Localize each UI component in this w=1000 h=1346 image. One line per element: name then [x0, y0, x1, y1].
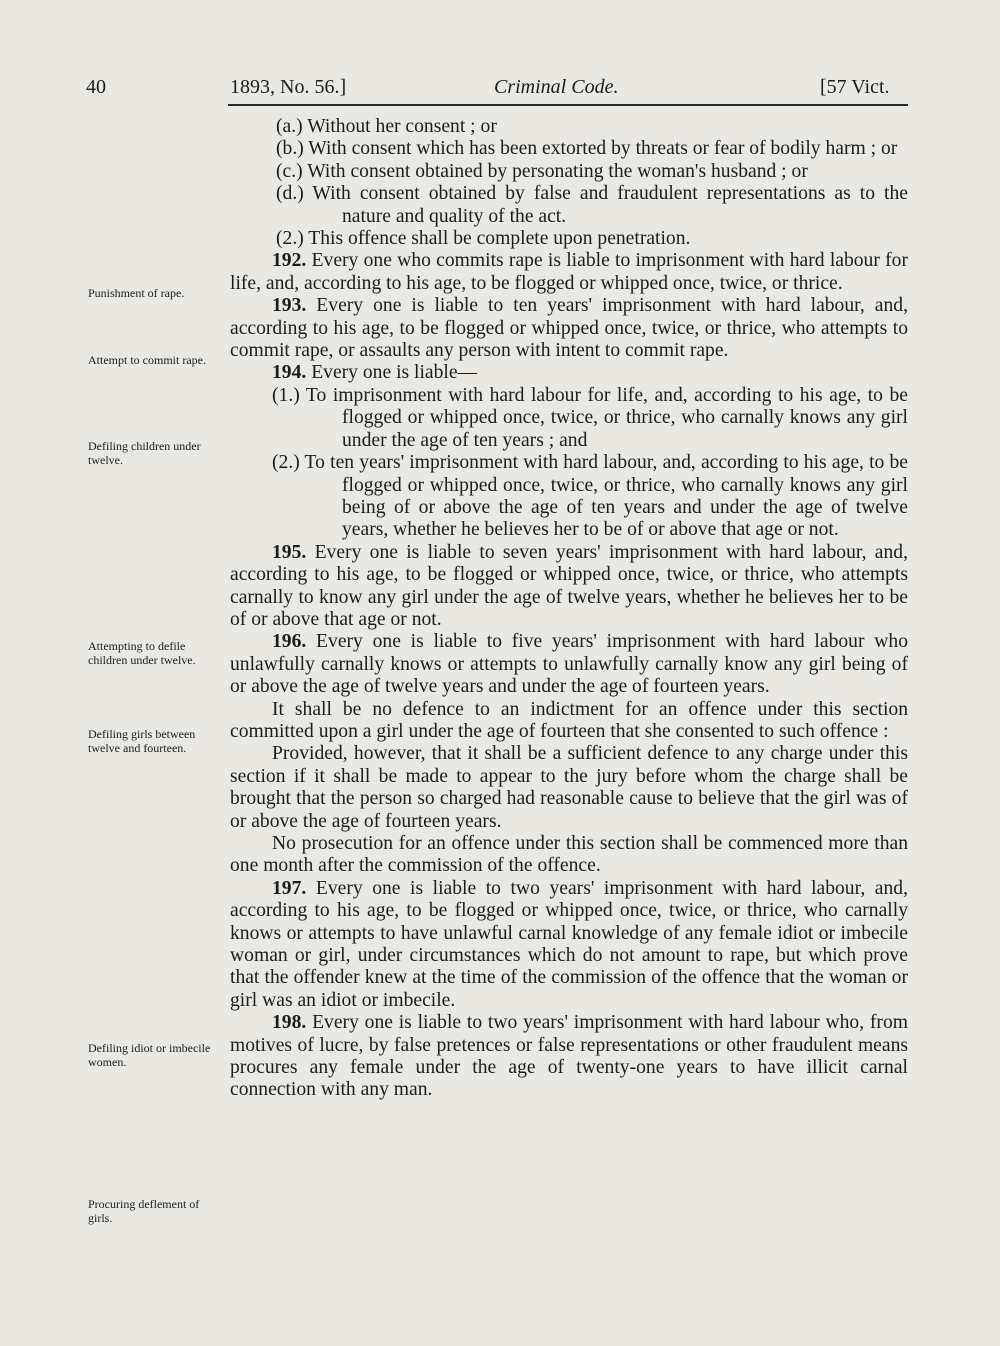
- paragraph-prosecution-limit: No prosecution for an offence under this section shall be commenced more than one month after the commission of the offence.: [230, 833, 908, 877]
- margin-note-attempting-to-defile: Attempting to defile children under twelve.: [88, 639, 196, 667]
- margin-note-attempt-to-commit-rape: Attempt to commit rape.: [88, 353, 206, 367]
- section-number: 196.: [272, 631, 307, 653]
- section-number: 195.: [272, 541, 307, 563]
- section-197: [230, 878, 908, 1012]
- subsection-2: (2.) This offence shall be complete upon penetration.: [276, 228, 691, 250]
- margin-note-defiling-girls: Defiling girls between twelve and fourteen.: [88, 727, 196, 755]
- section-text: Every one is liable—: [306, 362, 478, 384]
- section-194-1: (1.) To imprisonment with hard labour for life, and, according to his age, to be flogged or whipped once, twice, or thrice, who carnally knows any girl under the age of ten years ; and: [272, 384, 908, 451]
- section-text: Every one is liable to two years' imprisonment with hard labour who, from motives of lucre, by false pretences or false representations or other fraudulent means procures any female under the age of twenty-one years to have illicit carnal connection with any man.: [230, 1012, 908, 1101]
- regnal-year: [57 Vict.: [820, 76, 890, 98]
- margin-note-procuring-deflement: Procuring deflement of girls.: [88, 1197, 200, 1225]
- section-number: 192.: [272, 250, 307, 272]
- margin-note-defiling-children: Defiling children under twelve.: [88, 439, 201, 467]
- page-number: 40: [86, 76, 106, 98]
- running-title: Criminal Code.: [494, 76, 619, 98]
- act-reference: 1893, No. 56.]: [230, 76, 347, 98]
- section-number: 194.: [272, 362, 307, 384]
- body-text: [230, 116, 908, 1102]
- section-194: [230, 362, 908, 384]
- margin-note-defiling-idiot: Defiling idiot or imbecile women.: [88, 1041, 211, 1069]
- section-192: [230, 250, 908, 295]
- section-number: 198.: [272, 1012, 307, 1034]
- section-195: [230, 542, 908, 632]
- section-number: 193.: [272, 295, 307, 317]
- section-193: [230, 295, 908, 362]
- clause-b: (b.) With consent which has been extorted by threats or fear of bodily harm ; or: [276, 138, 898, 160]
- section-number: 197.: [272, 877, 307, 899]
- clause-c: (c.) With consent obtained by personating the woman's husband ; or: [276, 160, 808, 182]
- section-196: [230, 631, 908, 698]
- section-text: Every one is liable to ten years' imprisonment with hard labour, and, according to his age, to be flogged or whipped once, twice, or thrice, who attempts to commit rape, or assaults any person with intent to commit rape.: [230, 295, 908, 362]
- header-rule: [228, 104, 908, 106]
- clause-d: (d.) With consent obtained by false and fraudulent representations as to the nature and quality of the act.: [276, 183, 908, 227]
- section-text: Every one is liable to five years' imprisonment with hard labour who unlawfully carnally knows or attempts to unlawfully carnally know any girl being of or above the age of twelve years and under the age of fourteen years.: [230, 631, 908, 698]
- paragraph-proviso: Provided, however, that it shall be a sufficient defence to any charge under this section if it shall be made to appear to the jury before whom the charge shall be brought that the person so charged had reasonable cause to believe that the girl was of or above the age of fourteen years.: [230, 743, 908, 832]
- section-text: Every one is liable to seven years' imprisonment with hard labour, and, according to his age, to be flogged or whipped once, twice, or thrice, who attempts carnally to know any girl under the age of twelve years, whether he believes her to be of or above that age or not.: [230, 541, 908, 630]
- section-text: Every one is liable to two years' imprisonment with hard labour, and, according to his age, to be flogged or whipped once, twice, or thrice, who carnally knows or attempts to have unlawful carnal knowledge of any female idiot or imbecile woman or girl, under circumstances which do not amount to rape, but which prove that the offender knew at the time of the commission of the offence that the woman or girl was an idiot or imbecile.: [230, 877, 908, 1011]
- section-194-2: (2.) To ten years' imprisonment with hard labour, and, according to his age, to be flogged or whipped once, twice, or thrice, who carnally knows any girl being of or above the age of ten years and under the age of twelve years, whether he believes her to be of or above that age or not.: [272, 452, 908, 541]
- clause-a: (a.) Without her consent ; or: [276, 116, 497, 137]
- paragraph-no-defence: It shall be no defence to an indictment for an offence under this section committed upon a girl under the age of fourteen that she consented to such offence :: [230, 698, 908, 742]
- section-198: [230, 1012, 908, 1102]
- section-text: Every one who commits rape is liable to imprisonment with hard labour for life, and, according to his age, to be flogged or whipped once, twice, or thrice.: [230, 250, 908, 294]
- margin-note-punishment-of-rape: Punishment of rape.: [88, 286, 185, 300]
